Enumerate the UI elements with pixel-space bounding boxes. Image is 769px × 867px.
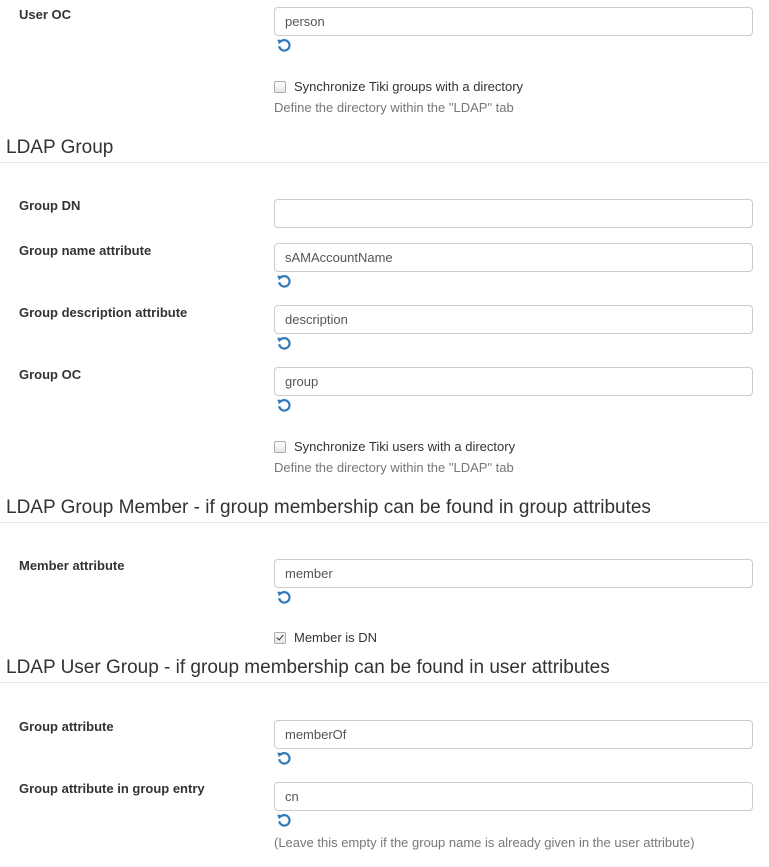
divider <box>0 682 769 683</box>
group-name-attribute-field[interactable]: sAMAccountName <box>274 243 753 272</box>
group-dn-field[interactable] <box>274 199 753 228</box>
group-name-attribute-label: Group name attribute <box>19 243 152 258</box>
divider <box>0 522 769 523</box>
ldap-group-member-heading: LDAP Group Member - if group membership can be found in group attributes <box>6 497 651 518</box>
reset-icon[interactable] <box>276 37 292 53</box>
sync-groups-label: Synchronize Tiki groups with a directory <box>294 79 524 94</box>
group-oc-label: Group OC <box>19 367 82 382</box>
group-attribute-field[interactable]: memberOf <box>274 720 753 749</box>
sync-groups-help: Define the directory within the "LDAP" tab <box>274 100 514 115</box>
member-is-dn-label: Member is DN <box>294 630 378 645</box>
reset-icon[interactable] <box>276 812 292 828</box>
member-is-dn-checkbox-row[interactable] <box>274 630 377 645</box>
group-attribute-in-group-entry-label: Group attribute in group entry <box>19 781 205 796</box>
reset-icon[interactable] <box>276 397 292 413</box>
reset-icon[interactable] <box>276 750 292 766</box>
user-oc-field[interactable]: person <box>274 7 753 36</box>
group-oc-field[interactable]: group <box>274 367 753 396</box>
group-dn-label: Group DN <box>19 198 81 213</box>
member-attribute-field[interactable]: member <box>274 559 753 588</box>
group-attribute-in-group-entry-help: (Leave this empty if the group name is already given in the user attribute) <box>274 835 695 850</box>
divider <box>0 162 769 163</box>
ldap-group-heading: LDAP Group <box>6 137 114 158</box>
user-oc-label: User OC <box>19 7 72 22</box>
reset-icon[interactable] <box>276 589 292 605</box>
sync-groups-checkbox-row[interactable] <box>274 79 523 94</box>
sync-users-checkbox[interactable] <box>274 441 286 453</box>
member-attribute-label: Member attribute <box>19 558 125 573</box>
group-description-attribute-field[interactable]: description <box>274 305 753 334</box>
member-is-dn-checkbox[interactable] <box>274 632 286 644</box>
group-attribute-in-group-entry-field[interactable]: cn <box>274 782 753 811</box>
sync-users-help: Define the directory within the "LDAP" tab <box>274 460 514 475</box>
reset-icon[interactable] <box>276 273 292 289</box>
sync-users-checkbox-row[interactable] <box>274 439 515 454</box>
reset-icon[interactable] <box>276 335 292 351</box>
group-attribute-label: Group attribute <box>19 719 114 734</box>
sync-users-label: Synchronize Tiki users with a directory <box>294 439 516 454</box>
sync-groups-checkbox[interactable] <box>274 81 286 93</box>
ldap-user-group-heading: LDAP User Group - if group membership can be found in user attributes <box>6 657 610 678</box>
group-description-attribute-label: Group description attribute <box>19 305 188 320</box>
